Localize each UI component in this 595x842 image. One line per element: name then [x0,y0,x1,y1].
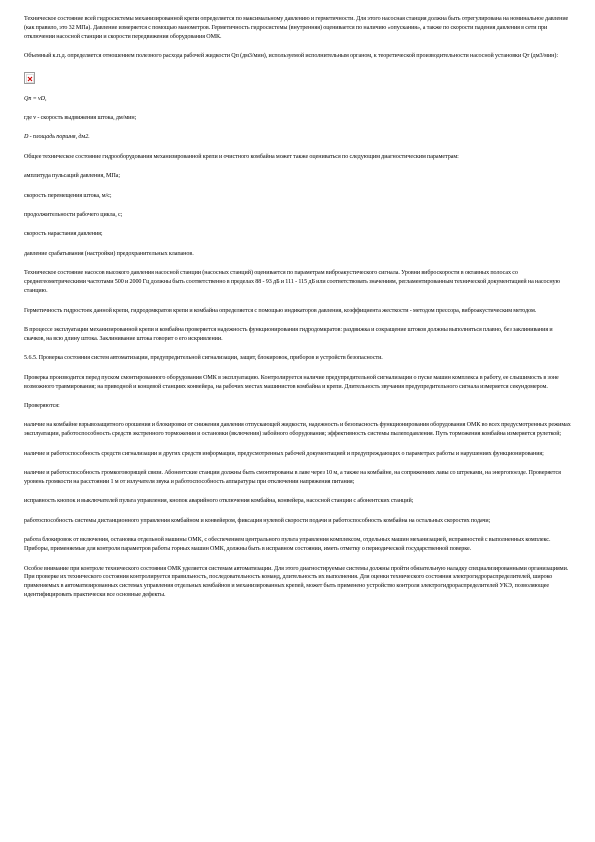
paragraph-automation-systems: Особое внимание при контроле технического состояния ОМК уделяется системам автоматизации. Для этого диагностируемые системы должны пройти обязательную наладку специализированными организациями. При проверке их технического состояния контролируется правильность, последовательность команд, длительность их выполнения. Для оценки технического состояния электрогидрораспределителей, широко применяемых в автоматизированных системах управления отдельных комбайнов и механизированных крепей, может быть применено устройство контроля электрогидрораспределителей УКЭ, позволяющее идентифицировать практически все основные дефекты. [24,565,569,599]
param-pressure-amplitude: амплитуда пульсаций давления, МПа; [24,173,120,180]
param-pressure-rise: скорость нарастания давления; [24,231,103,238]
paragraph-diagnostic-params: Общее техническое состояние гидрооборудования механизированной крепи и очистного комбайна может также оцениваться по следующим диагностическим параметрам: [24,153,459,160]
broken-image-glyph [26,74,34,83]
paragraph-hydrostand-tightness: Герметичность гидростоек данной крепи, гидродомкратов крепи и комбайна определяется с помощью индикаторов давления, коэффициента жесткости - методом прессора, виброакустическим методом. [24,307,537,314]
paragraph-volumetric-efficiency: Объемный к.п.д. определяется отношением полезного расхода рабочей жидкости Qп (дм3/мин), используемой исполнительным органом, к теоретической производительности насосной установки Qт (дм3/мин): [24,53,559,60]
broken-image-icon [24,72,35,84]
document-page [24,15,572,611]
param-cycle-duration: продолжительности рабочего цикла, с; [24,212,123,219]
check-item-remote-control: работоспособность системы дистанционного управления комбайном и конвейером, фиксация нулевой скорости подачи и работоспособность комбайна на остальных скоростях подачи; [24,517,491,524]
paragraph-pump-vibroacoustic: Техническое состояние насосов высокого давления насосной станции (насосных станций) оценивается по параметрам виброакустического сигнала. Уровни виброскорости в октавных полосах со среднегеометрическими частотами 500 и 2000 Гц должны быть соответственно в пределах 88 - 93 дБ и 111 - 115 дБ или соответствовать значениям, регламентированным технической документацией на насосную станцию. [24,270,561,295]
check-item-loudspeaker: наличие и работоспособность громкоговорящей связи. Абонентские станции должны быть смонтированы в лаве через 10 м, а также на комбайне, на сопряжениях лавы со штреками, на энергопоезде. Проверяется уровень громкости на расстоянии 1 м от излучателя звука и работоспособность аппаратуры при отключении напряжения питания; [24,470,561,485]
check-item-interlocks: работа блокировок от включения, остановка отдельной машины ОМК, с обеспечением центрального пульта управления комплексом, отдельных машин механизацией, исправностей с выполненных комплекс. Приборы, применяемые для контроля параметров работы горных машин ОМК, должны быть в исправном состоянии, иметь отметку о периодической государственной поверке. [24,537,551,553]
paragraph-hydraulic-condition: Техническое состояние всей гидросистемы механизированной крепи определяется по максимальному давлению и герметичности. Для этого насосная станция должна быть отрегулирована на номинальное давление (как правило, это 32 МПа). Давление измеряется с помощью манометров. Герметичность гидросистемы (внутренняя) оценивается по наличию «опускания», а также по скорости падения давления в сети при отключении насосной станции и скорости передвижения оборудования ОМК. [24,16,569,40]
check-item-buttons: исправность кнопок и выключателей пульта управления, кнопок аварийного отключения комбайна, конвейера, насосной станции с абонентских станций; [24,498,414,505]
definition-v: где v - скорость выдвижения штока, дм/мин; [24,115,137,122]
check-item-signaling: наличие и работоспособность средств сигнализации и других средств информации, предусмотренных рабочей документацией и предупреждающих о параметрах работы и нарушениях функционирования; [24,450,544,457]
formula-qp: Qп = vD, [24,95,47,102]
paragraph-pre-start-check: Проверка производится перед пуском смонтированного оборудования ОМК в эксплуатацию. Контролируется наличие предупредительной сигнализации о пуске машин комплекса в работу, ее слышимость в зоне возможного травмирования; на приводной и концевой станциях конвейера, на рабочих местах машинистов комбайна и крепи. Длительность звучания предупредительного сигнала измеряется секундомером. [24,374,559,390]
check-item-explosion-protection: наличие на комбайне взрывозащитного орошения и блокировки от снижения давления отпускающей жидкости, надежность и безопасность функционирования оборудования ОМК во всех предусмотренных режимах эксплуатации, работоспособность средств экстренного торможения и остановки (включения) забойного оборудования; эффективность системы пылеподавления. Путь торможения комбайна измеряется рулеткой; [24,422,571,438]
paragraph-hydrojack-reliability: В процессе эксплуатации механизированной крепи и комбайна проверяется надежность функционирования гидродомкратов: раздвижка и сокращение штоков должны выполняться плавно, без заклинивания и скачков, на всю длину штока. Заклинивание штока говорит о его искривлении. [24,326,553,342]
label-checked: Проверяются: [24,402,60,409]
definition-d: D - площадь поршня, дм2. [24,134,90,141]
param-rod-speed: скорость перемещения штока, м/с; [24,192,112,199]
param-valve-setting: давление срабатывания (настройки) предохранительных клапанов. [24,250,194,257]
section-heading-5-6-5: 5.6.5. Проверка состояния систем автоматизации, предупредительной сигнализации, защит, блокировок, приборов и устройств безопасности. [24,355,383,362]
